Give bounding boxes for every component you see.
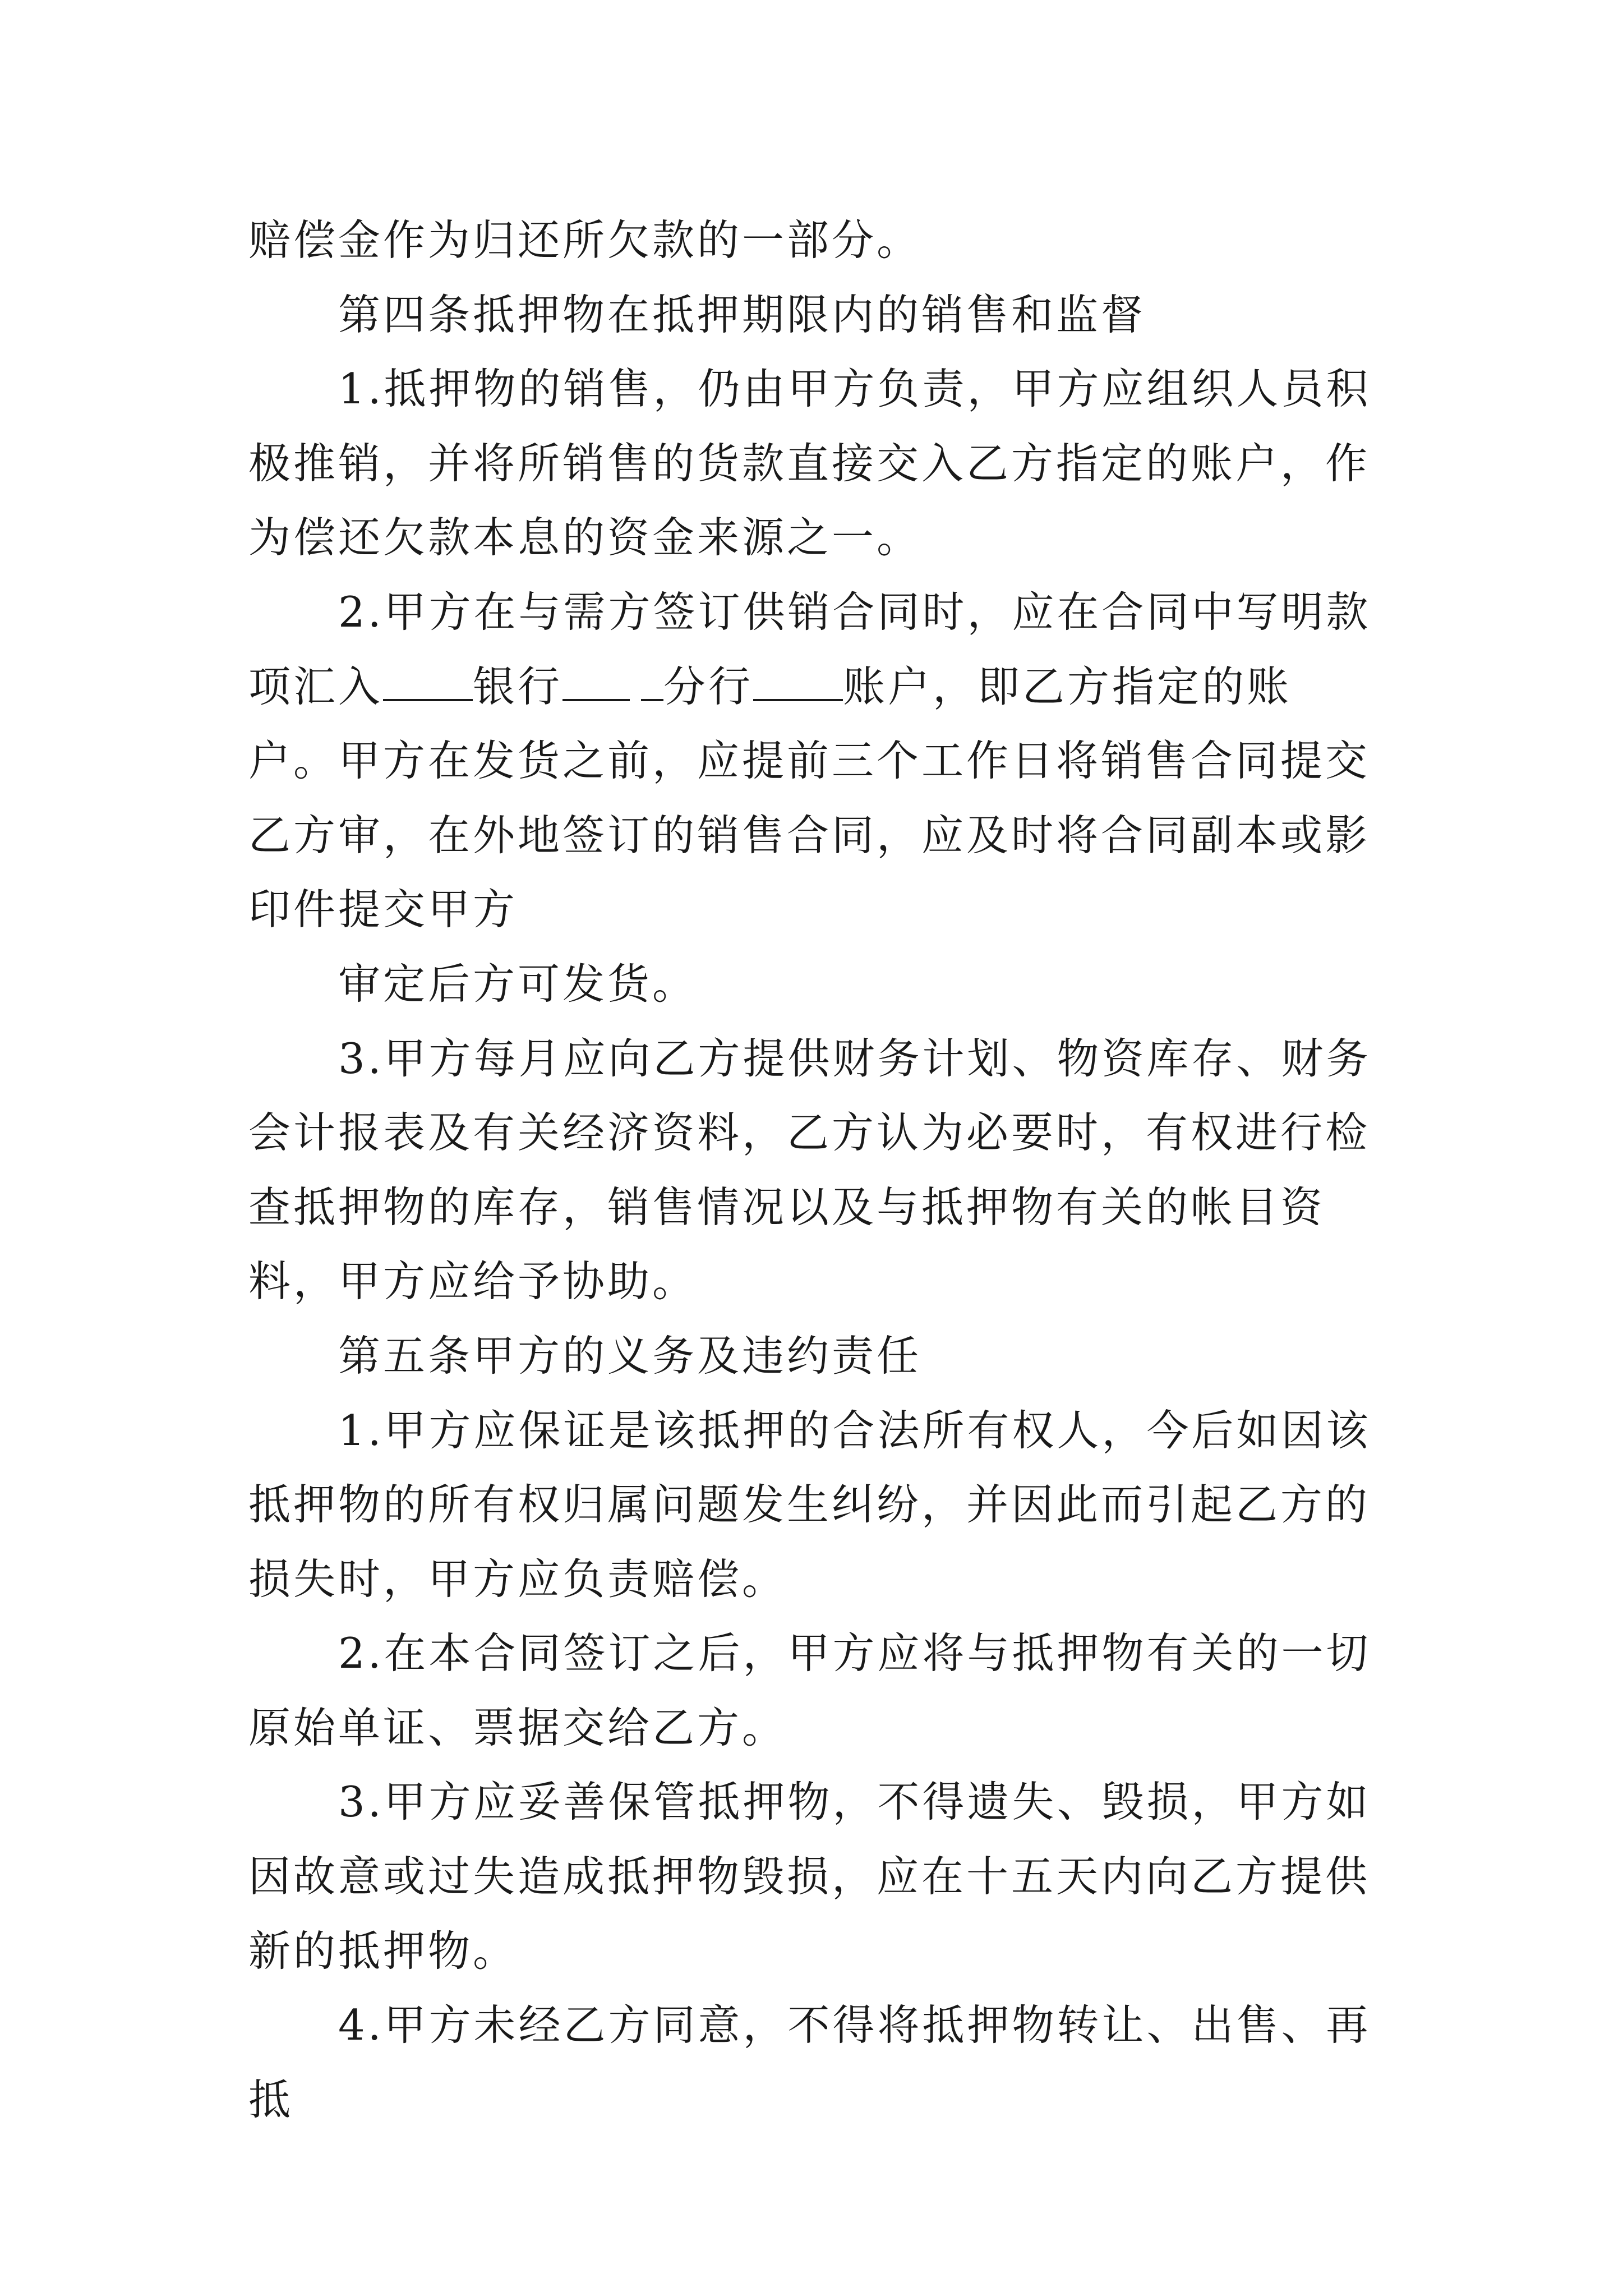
clause-paragraph	[248, 575, 1381, 947]
fill-in-blank[interactable]	[753, 664, 843, 701]
clause-text: 账户，即乙方指定的账户。甲方在发货之前，应提前三个工作日将销售合同提交乙方审，在外地签订的销售合同，应及时将合同副本或影印件提交甲方	[248, 661, 1371, 935]
clause-paragraph: 3.甲方应妥善保管抵押物，不得遗失、毁损，甲方如因故意或过失造成抵押物毁损，应在十五天内向乙方提供新的抵押物。	[248, 1777, 1371, 1976]
paragraph-continuation: 赔偿金作为归还所欠款的一部分。	[248, 215, 922, 265]
clause-paragraph: 1.甲方应保证是该抵押的合法所有权人，今后如因该抵押物的所有权归属问题发生纠纷，并因此而引起乙方的损失时，甲方应负责赔偿。	[248, 1405, 1371, 1604]
clause-text: 2.甲方在与需方签订供销合同时，应在合同中写明款项汇入	[248, 587, 1371, 711]
clause-paragraph: 1.抵押物的销售，仍由甲方负责，甲方应组织人员积极推销，并将所销售的货款直接交入乙方指定的账户，作为偿还欠款本息的资金来源之一。	[248, 364, 1371, 563]
fill-in-blank[interactable]	[383, 664, 473, 701]
fill-in-blank[interactable]	[562, 664, 630, 701]
fill-in-blank[interactable]	[641, 664, 663, 701]
clause-text: 分行	[663, 661, 754, 711]
article-heading: 第五条甲方的义务及违约责任	[338, 1331, 922, 1381]
clause-paragraph: 2.在本合同签订之后，甲方应将与抵押物有关的一切原始单证、票据交给乙方。	[248, 1628, 1371, 1752]
article-heading: 第四条抵押物在抵押期限内的销售和监督	[338, 289, 1146, 339]
clause-text: 银行	[473, 661, 563, 711]
clause-paragraph: 审定后方可发货。	[338, 959, 698, 1009]
clause-paragraph: 4.甲方未经乙方同意，不得将抵押物转让、出售、再抵	[248, 2000, 1371, 2124]
document-body	[248, 203, 1381, 2137]
clause-paragraph: 3.甲方每月应向乙方提供财务计划、物资库存、财务会计报表及有关经济资料，乙方认为必要时，有权进行检查抵押物的库存，销售情况以及与抵押物有关的帐目资料，甲方应给予协助。	[248, 1033, 1371, 1306]
